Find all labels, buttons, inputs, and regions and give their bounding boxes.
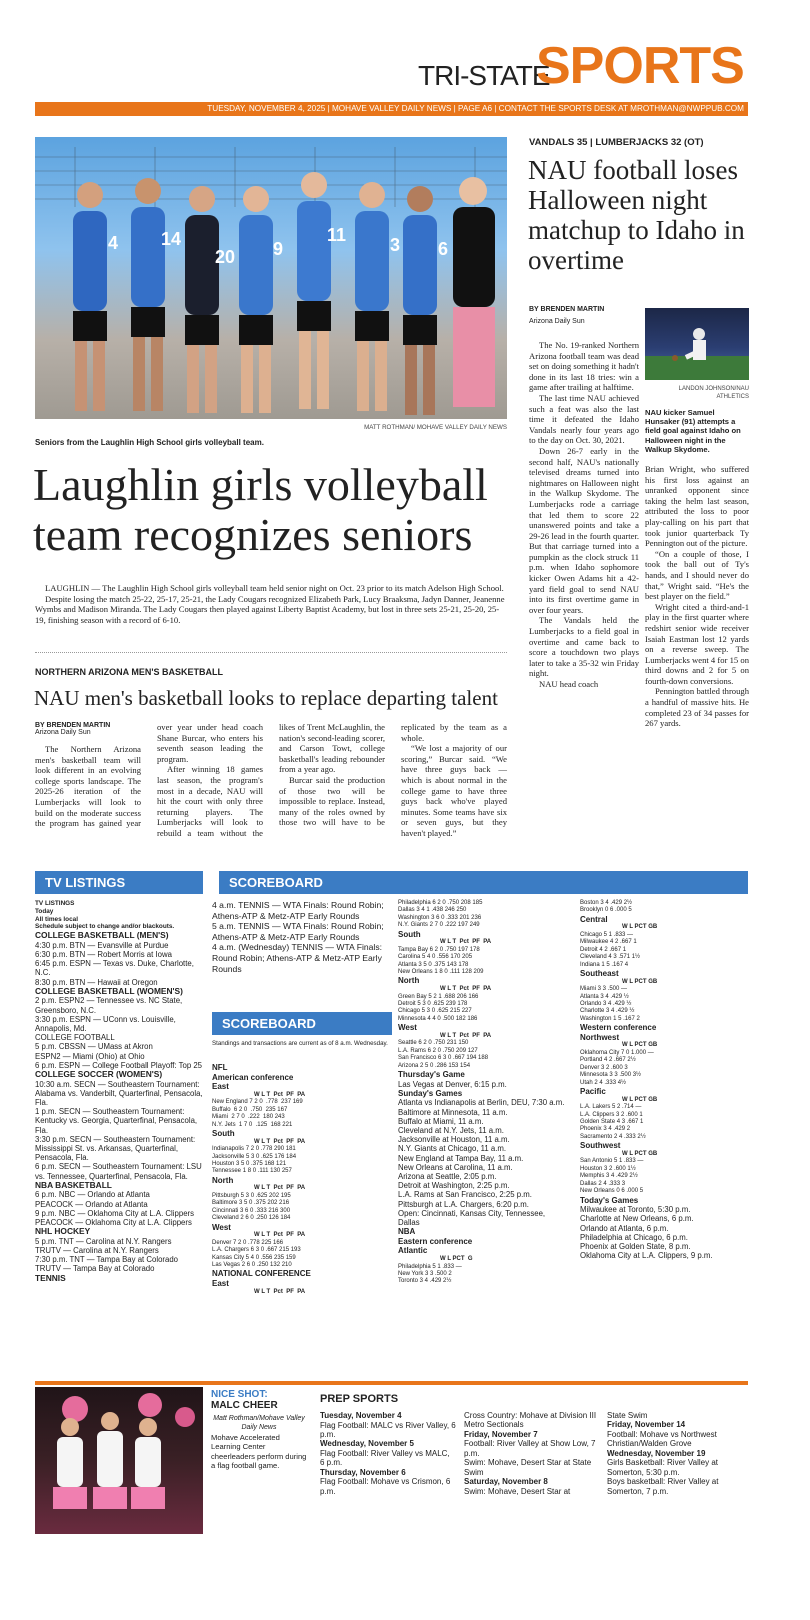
standings-row: San Francisco 6 3 0 .667 194 188 xyxy=(398,1055,489,1062)
standings-row: Cleveland 2 6 0 .250 126 184 xyxy=(212,1215,291,1222)
prep-column xyxy=(320,1411,456,1496)
standings-header: W L T Pct PF PA xyxy=(254,1232,306,1239)
lead-story xyxy=(35,583,507,625)
scoreboard-banner: SCOREBOARD xyxy=(219,871,748,894)
nau-bb-paragraph: “We lost a majority of our scoring,” Burcar said. “We have three guys back — which is about normal in the college game to have three guys back who've played minutes. Some teams have six or seven guys, but they haven't played.” xyxy=(401,743,507,838)
nau-fb-paragraph: The No. 19-ranked Northern Arizona football team was dead set on doing something it hadn't done in its last 18 tries: win a game after trailing at halftime. xyxy=(529,340,639,393)
standings-row: Las Vegas 2 6 0 .250 132 210 xyxy=(212,1262,292,1269)
prep-date: Saturday, November 8 xyxy=(464,1477,548,1487)
nau-fb-paragraph: Brian Wright, who suffered his first loss against an unranked opponent since taking the helm last season, attributed the loss to poor play-calling on his part that took junior quarterback Ty Pennington out of the picture. xyxy=(645,464,749,549)
standings-section: Atlantic xyxy=(398,1246,428,1256)
standings-row: L.A. Rams 6 2 0 .750 209 127 xyxy=(398,1047,478,1054)
standings-row: Milwaukee 4 2 .667 1 xyxy=(580,939,637,946)
standings-row: Phoenix 3 4 .429 2 xyxy=(580,1126,631,1133)
prep-date: Wednesday, November 19 xyxy=(607,1448,706,1458)
nau-bb-byline: BY BRENDEN MARTIN xyxy=(35,722,111,729)
standings-row: New Orleans 0 6 .000 5 xyxy=(580,1188,644,1195)
jersey-number: 6 xyxy=(438,239,449,259)
jersey-number: 14 xyxy=(161,229,182,249)
standings-row: N.Y. Jets 1 7 0 .125 168 221 xyxy=(212,1121,293,1128)
standings-section: South xyxy=(398,929,421,939)
standings-row: Kansas City 5 4 0 .556 235 159 xyxy=(212,1254,296,1261)
prep-event: Swim: Mohave, Desert Star at xyxy=(464,1486,571,1496)
nice-shot xyxy=(211,1389,307,1470)
standings-row: N.Y. Giants 2 7 0 .222 197 249 xyxy=(398,922,480,929)
standings-header: W L T Pct PF PA xyxy=(254,1288,306,1295)
tv-listing-line: ESPN2 — Miami (Ohio) at Ohio xyxy=(35,1051,145,1061)
divider xyxy=(35,652,507,653)
standings-section: East xyxy=(212,1082,229,1092)
standings-row: Seattle 6 2 0 .750 231 150 xyxy=(398,1040,469,1047)
masthead xyxy=(418,37,748,95)
standings-row: Indiana 1 5 .167 4 xyxy=(580,961,629,968)
standings-row: Dallas 3 4 1 .438 246 250 xyxy=(398,907,467,914)
date-strip-text: TUESDAY, NOVEMBER 4, 2025 | MOHAVE VALLEY DAILY NEWS | PAGE A6 | CONTACT THE SPORTS DESK AT MROTHMAN@NWPPUB.COM xyxy=(207,104,744,113)
tennis-listings xyxy=(212,900,392,974)
standings-row: Jacksonville 5 3 0 .625 176 184 xyxy=(212,1153,297,1160)
standings-row: New York 3 3 .500 2 xyxy=(398,1271,452,1278)
game-line: Milwaukee at Toronto, 5:30 p.m. xyxy=(580,1205,691,1215)
standings-section: Sunday's Games xyxy=(398,1088,463,1098)
standings-row: Chicago 5 3 0 .625 215 227 xyxy=(398,1008,472,1015)
standings-row: Washington 3 6 0 .333 201 236 xyxy=(398,914,482,921)
standings-section: NATIONAL CONFERENCE xyxy=(212,1269,311,1279)
nau-bb-story xyxy=(35,722,507,864)
lead-photo-caption: Seniors from the Laughlin High School girls volleyball team. xyxy=(35,438,264,447)
standings-section: Pacific xyxy=(580,1087,606,1097)
standings-row: Philadelphia 5 1 .833 — xyxy=(398,1263,462,1270)
lead-headline: Laughlin girls volleyball team recognizes seniors xyxy=(33,459,488,560)
standings-header: W L T Pct PF PA xyxy=(254,1138,306,1145)
jersey-number: 9 xyxy=(273,239,284,259)
standings-header: W L T Pct PF PA xyxy=(254,1091,306,1098)
tv-section-heading: COLLEGE SOCCER (WOMEN'S) xyxy=(35,1069,163,1080)
tv-listing-line: 6:30 p.m. BTN — Robert Morris at Iowa xyxy=(35,949,172,959)
tv-listing-line: Today xyxy=(35,907,54,915)
standings-section: Today's Games xyxy=(580,1195,639,1205)
standings-row: Denver 3 2 .600 3 xyxy=(580,1064,628,1071)
tv-listing-line: 5 p.m. TNT — Carolina at N.Y. Rangers xyxy=(35,1236,172,1246)
standings-header: W L PCT GB xyxy=(622,1150,658,1157)
nau-bb-paragraph: Burcar said the production of those two will be impossible to replace. Instead, many of the roles owned by those two will have to be replicated by the team as a whole. xyxy=(279,722,507,828)
standings-row: Arizona 2 5 0 .286 153 154 xyxy=(398,1062,471,1069)
prep-event: Swim: Mohave, Desert Star at State Swim xyxy=(464,1458,592,1477)
prep-date: Friday, November 7 xyxy=(464,1429,538,1439)
nba-standings xyxy=(580,900,748,1260)
standings-row: Chicago 5 1 .833 — xyxy=(580,932,634,938)
tv-listing-line: 6 p.m. ESPN — College Football Playoff: Top 25 xyxy=(35,1060,203,1070)
prep-column xyxy=(464,1411,600,1496)
standings-row: Golden State 4 3 .667 1 xyxy=(580,1119,644,1126)
standings-section: NBA xyxy=(398,1227,416,1237)
prep-event: Cross Country: Mohave at Division III Metro Sectionals xyxy=(464,1411,597,1430)
standings-row: Carolina 5 4 0 .556 170 205 xyxy=(398,954,473,961)
standings-row: Miami 2 7 0 .222 180 243 xyxy=(212,1114,285,1121)
masthead-tri-state: TRI-STATE xyxy=(418,60,550,91)
tv-listing-line: All times local xyxy=(35,915,78,923)
tv-listing-line: 6 p.m. NBC — Orlando at Atlanta xyxy=(35,1190,150,1200)
nice-shot-text: Mohave Accelerated Learning Center cheerleaders perform during a flag football game. xyxy=(211,1433,307,1470)
standings-row: Sacramento 2 4 .333 2½ xyxy=(580,1133,646,1140)
nau-fb-paragraph: Wright cited a third-and-1 play in the first quarter where redshirt senior wide receiver Isaiah Eastman lost 12 yards on a reverse sweep. The Lumberjacks went 4 for 15 on third downs and 2 for 5 on fourth-down conversions. xyxy=(645,601,749,686)
tv-listing-line: 8:30 p.m. BTN — Hawaii at Oregon xyxy=(35,977,158,987)
tv-listings-header: TV LISTINGS xyxy=(35,871,203,894)
tv-listing-line: 4:30 p.m. BTN — Evansville at Purdue xyxy=(35,940,169,950)
nau-fb-paragraph: The Vandals held the Lumberjacks to a field goal in overtime and came back to score a touchdown two plays later to take a 35-32 win Friday night. xyxy=(529,615,639,679)
standings-note: Standings and transactions are current as of 8 a.m. Wednesday. xyxy=(212,1040,388,1047)
tv-section-heading: NHL HOCKEY xyxy=(35,1226,91,1237)
cheer-photo xyxy=(35,1387,203,1534)
tennis-line: 5 a.m. TENNIS — WTA Finals: Round Robin; Athens-ATP & Metz-ATP Early Rounds xyxy=(212,921,384,942)
prep-event: Football: River Valley at Show Low, 7 p.m. xyxy=(464,1439,596,1458)
lead-paragraph: Despite losing the match 25-22, 25-17, 25-21, the Lady Cougars recognized Elizabeth Park, Lucy Braaksma, Jadyn Danner, Jeanenne Wymbs and Madison Miranda. The Lady Cougars then played against Liberty Baptist Academy, but lost in three sets 25-21, 25-20, 25-19, finishing season with a record of 6-10. xyxy=(35,593,505,625)
volleyball-team-photo xyxy=(35,137,507,419)
standings-header: W L PCT GB xyxy=(622,924,658,931)
prep-event: Flag Football: MALC vs River Valley, 6 p.m. xyxy=(320,1420,456,1439)
standings-row: Orlando 3 4 .429 ½ xyxy=(580,1001,632,1008)
standings-row: Tennessee 1 8 0 .111 130 257 xyxy=(212,1168,292,1175)
standings-section: North xyxy=(398,976,420,986)
game-line: L.A. Rams at San Francisco, 2:25 p.m. xyxy=(398,1190,532,1200)
game-line: Cleveland at N.Y. Jets, 11 a.m. xyxy=(398,1126,504,1136)
standings-row: Washington 1 5 .167 2 xyxy=(580,1015,640,1022)
prep-date: Wednesday, November 5 xyxy=(320,1439,414,1449)
nau-fb-col2 xyxy=(645,464,749,729)
tv-listing-line: 7:30 p.m. TNT — Tampa Bay at Colorado xyxy=(35,1255,179,1265)
nau-fb-photo-credit: LANDON JOHNSON/NAU ATHLETICS xyxy=(678,386,749,400)
standings-header: W L PCT GB xyxy=(622,978,658,985)
standings-row: New England 7 2 0 .778 237 169 xyxy=(212,1099,303,1106)
standings-row: Green Bay 5 2 1 .688 206 166 xyxy=(398,993,479,1000)
game-line: Philadelphia at Chicago, 6 p.m. xyxy=(580,1232,688,1242)
nau-fb-source: Arizona Daily Sun xyxy=(529,318,585,325)
prep-event: Girls Basketball: River Valley at Somerton, 5:30 p.m. xyxy=(607,1458,718,1477)
tv-listing-line: TRUTV — Tampa Bay at Colorado xyxy=(35,1264,155,1274)
game-line: New England at Tampa Bay, 11 a.m. xyxy=(398,1153,524,1163)
tv-listing-line: 6 p.m. SECN — Southeastern Tournament: LSU vs. Tennessee, Quarterfinal, Pensacola, Fla. xyxy=(35,1162,202,1181)
standings-section: NFL xyxy=(212,1063,228,1072)
prep-date: Tuesday, November 4 xyxy=(320,1411,402,1420)
nfl-standings xyxy=(212,1063,392,1296)
standings-row: Atlanta 3 4 .429 ½ xyxy=(580,993,629,1000)
tv-listing-line: PEACOCK — Orlando at Atlanta xyxy=(35,1199,148,1209)
standings-header: W L PCT GB xyxy=(622,1042,658,1049)
standings-row: Minnesota 4 4 0 .500 182 186 xyxy=(398,1015,478,1022)
standings-row: L.A. Clippers 3 2 .600 1 xyxy=(580,1111,643,1118)
game-line: Las Vegas at Denver, 6:15 p.m. xyxy=(398,1079,507,1089)
date-strip xyxy=(35,102,748,116)
game-line: Phoenix at Golden State, 8 p.m. xyxy=(580,1241,691,1251)
standings-section: West xyxy=(398,1023,417,1033)
volleyball-team-photo-art xyxy=(35,137,507,419)
standings-header: W L PCT GB xyxy=(622,1096,658,1103)
nau-fb-paragraph: Pennington battled through a handful of massive hits. He completed 23 of 34 passes for 267 yards. xyxy=(645,686,749,729)
nau-bb-headline: NAU men's basketball looks to replace departing talent xyxy=(34,686,498,710)
nau-fb-kicker: VANDALS 35 | LUMBERJACKS 32 (OT) xyxy=(529,137,704,148)
standings-section: Southeast xyxy=(580,969,619,979)
tv-section-heading: COLLEGE BASKETBALL (MEN'S) xyxy=(35,930,169,941)
cheer-photo-art xyxy=(35,1387,203,1534)
standings-row: San Antonio 5 1 .833 — xyxy=(580,1158,644,1165)
scoreboard-header: SCOREBOARD xyxy=(212,1012,392,1035)
bottom-rule xyxy=(35,1381,748,1385)
standings-row: Tampa Bay 6 2 0 .750 197 178 xyxy=(398,946,480,953)
jersey-number: 20 xyxy=(215,247,236,267)
prep-event: Flag Football: River Valley vs MALC, 6 p.m. xyxy=(320,1449,450,1468)
game-line: Jacksonville at Houston, 11 a.m. xyxy=(398,1135,510,1145)
standings-row: Atlanta 3 5 0 .375 143 178 xyxy=(398,961,469,968)
game-line: Atlanta vs Indianapolis at Berlin, DEU, 7:30 a.m. xyxy=(398,1098,565,1108)
nau-fb-col1 xyxy=(529,340,639,690)
tv-listings xyxy=(35,900,203,1400)
tv-listing-line: 6:45 p.m. ESPN — Texas vs. Duke, Charlotte, N.C. xyxy=(35,959,194,978)
standings-section: Thursday's Game xyxy=(398,1070,465,1080)
tennis-line: 4 a.m. TENNIS — WTA Finals: Round Robin; Athens-ATP & Metz-ATP Early Rounds xyxy=(212,900,384,921)
nice-shot-title: MALC CHEER xyxy=(211,1400,278,1411)
prep-date: Friday, November 14 xyxy=(607,1420,686,1430)
standings-row: Detroit 5 3 0 .625 239 178 xyxy=(398,1001,468,1008)
game-line: Baltimore at Minnesota, 11 a.m. xyxy=(398,1107,508,1117)
nau-bb-paragraph: After winning 18 games last season, the program's most in a decade, NAU will hit the court with only three returning players. The Lumberjacks will look to rebuild a team without the likes of Trent McLaughlin, the nation's second-leading scorer, and Carson Towt, college basketball's leading rebounder from a year ago. xyxy=(157,722,385,838)
standings-row: Cincinnati 3 6 0 .333 216 300 xyxy=(212,1207,291,1214)
game-line: Detroit at Washington, 2:25 p.m. xyxy=(398,1181,510,1191)
standings-row: Cleveland 4 3 .571 1½ xyxy=(580,954,641,961)
nau-kicker-photo-art xyxy=(645,308,749,380)
standings-row: Detroit 4 2 .667 1 xyxy=(580,946,627,953)
game-line: New Orleans at Carolina, 11 a.m. xyxy=(398,1162,513,1172)
game-line: Pittsburgh at L.A. Chargers, 6:20 p.m. xyxy=(398,1199,529,1209)
game-line: Buffalo at Miami, 11 a.m. xyxy=(398,1116,484,1126)
nice-shot-kicker: NICE SHOT: xyxy=(211,1389,268,1400)
standings-header: W L T Pct PF PA xyxy=(440,986,492,993)
standings-row: Oklahoma City 7 0 1.000 — xyxy=(580,1050,654,1057)
standings-row: Miami 3 3 .500 — xyxy=(580,986,628,993)
nau-bb-kicker: NORTHERN ARIZONA MEN'S BASKETBALL xyxy=(35,667,223,677)
nau-fb-headline: NAU football loses Halloween night matchup to Idaho in overtime xyxy=(528,155,745,275)
game-line: Oklahoma City at L.A. Clippers, 9 p.m. xyxy=(580,1251,713,1261)
tv-listing-line: PEACOCK — Oklahoma City at L.A. Clippers xyxy=(35,1218,192,1228)
standings-section: Central xyxy=(580,914,608,924)
tv-listing-line: 10:30 a.m. SECN — Southeastern Tournament: Alabama vs. Vanderbilt, Quarterfinal, Pensacola, Fla. xyxy=(35,1079,203,1108)
tv-listing-line: 9 p.m. NBC — Oklahoma City at L.A. Clippers xyxy=(35,1208,195,1218)
standings-row: Buffalo 6 2 0 .750 235 167 xyxy=(212,1106,288,1113)
tv-listing-line: 3:30 p.m. ESPN — UConn vs. Louisville, Annapolis, Md. xyxy=(35,1014,176,1033)
standings-row: Philadelphia 6 2 0 .750 208 185 xyxy=(398,900,483,906)
prep-sports-header: PREP SPORTS xyxy=(320,1393,399,1405)
standings-row: Memphis 3 4 .429 2½ xyxy=(580,1173,638,1180)
standings-row: Denver 7 2 0 .778 225 166 xyxy=(212,1239,284,1246)
nice-shot-credit: Matt Rothman/Mohave Valley Daily News xyxy=(213,1415,305,1431)
standings-row: Boston 3 4 .429 2½ xyxy=(580,900,633,906)
prep-event: Boys basketball: River Valley at Somerton, 7 p.m. xyxy=(607,1477,719,1496)
standings-row: Toronto 3 4 .429 2½ xyxy=(398,1278,452,1285)
prep-date: Thursday, November 6 xyxy=(320,1467,406,1477)
game-line: Orlando at Atlanta, 6 p.m. xyxy=(580,1223,669,1233)
tv-listing-line: TRUTV — Carolina at N.Y. Rangers xyxy=(35,1246,159,1256)
tv-listing-line: COLLEGE FOOTBALL xyxy=(35,1033,115,1043)
standings-section: East xyxy=(212,1279,229,1289)
nau-bb-paragraph: The Northern Arizona men's basketball team will look different in an evolving college sports landscape. The 2025-26 iteration of the Lumberjacks will look to build on the moderate success the program has gained year over year under head coach Shane Burcar, who enters his seventh season leading the program. xyxy=(35,722,263,829)
nau-fb-paragraph: Down 26-7 early in the second half, NAU's nationally televised dreams turned into nightmares on Halloween night in the Walkup Skydome. The Lumberjacks rode a carriage that led them to score 22 unanswered points and take a 29-26 lead in the fourth quarter. But that carriage turned into a pumpkin as the clock struck 11 p.m. when Idaho sophomore kicker Owen Adams hit a 42-yard field goal to send NAU into its first overtime game in over four years. xyxy=(529,445,639,615)
standings-row: Dallas 2 4 .333 3 xyxy=(580,1180,626,1187)
standings-header: W L T Pct PF PA xyxy=(254,1185,306,1192)
tv-section-heading: TENNIS xyxy=(35,1272,66,1283)
nau-fb-photo-caption: NAU kicker Samuel Hunsaker (91) attempts a field goal against Idaho on Halloween night in the Walkup Skydome. xyxy=(645,408,741,454)
nfl-standings-cont xyxy=(398,900,568,1286)
standings-row: Brooklyn 0 6 .000 5 xyxy=(580,907,632,914)
standings-section: North xyxy=(212,1175,234,1185)
tv-listing-line: 3:30 p.m. SECN — Southeastern Tournament: Mississippi St. vs. Arkansas, Quarterfinal, Pensacola, Fla. xyxy=(35,1134,196,1163)
nau-fb-paragraph: “On a couple of those, I took the ball out of Ty's hands, and I should never do that,” Wright said. “He's the best player on the field.” xyxy=(645,548,749,602)
game-line: Arizona at Seattle, 2:05 p.m. xyxy=(398,1172,497,1182)
standings-section: West xyxy=(212,1222,231,1232)
lead-paragraph: LAUGHLIN — The Laughlin High School girls volleyball team held senior night on Oct. 23 prior to its match Adelson High School. xyxy=(45,583,504,593)
prep-event: Football: Mohave vs Northwest Christian/Walden Grove xyxy=(607,1430,717,1449)
standings-section: South xyxy=(212,1129,235,1138)
tv-listing-line: 1 p.m. SECN — Southeastern Tournament: Kentucky vs. Georgia, Quarterfinal, Pensacola, Fla. xyxy=(35,1107,198,1135)
tv-section-heading: NBA BASKETBALL xyxy=(35,1179,112,1190)
standings-row: L.A. Chargers 6 3 0 .667 215 193 xyxy=(212,1247,301,1254)
standings-row: Houston 3 2 .600 1½ xyxy=(580,1165,636,1172)
game-line: Charlotte at New Orleans, 6 p.m. xyxy=(580,1214,694,1224)
jersey-number: 4 xyxy=(108,233,119,253)
standings-section: Southwest xyxy=(580,1141,621,1151)
standings-row: Minnesota 3 3 .500 3½ xyxy=(580,1072,642,1079)
standings-section: Western conference xyxy=(580,1023,657,1033)
standings-row: Charlotte 3 4 .429 ½ xyxy=(580,1008,635,1015)
prep-column xyxy=(607,1411,748,1496)
lead-photo-credit: MATT ROTHMAN/ MOHAVE VALLEY DAILY NEWS xyxy=(364,424,507,431)
standings-header: W L PCT G xyxy=(440,1256,473,1263)
prep-event: State Swim xyxy=(607,1411,648,1420)
nau-fb-paragraph: The last time NAU achieved such a feat was also the last time it defeated the Idaho Vandals nearly four years ago to the day on Oct. 30, 2021. xyxy=(529,392,639,446)
game-line: Open: Cincinnati, Kansas City, Tennessee, Dallas xyxy=(398,1208,546,1228)
jersey-number: 3 xyxy=(390,235,401,255)
nau-bb-source: Arizona Daily Sun xyxy=(35,729,91,736)
standings-header: W L T Pct PF PA xyxy=(440,939,492,946)
jersey-number: 11 xyxy=(327,225,347,245)
tv-section-heading: COLLEGE BASKETBALL (WOMEN'S) xyxy=(35,985,183,996)
standings-row: Baltimore 3 5 0 .375 202 216 xyxy=(212,1200,290,1207)
masthead-sports: SPORTS xyxy=(536,37,744,95)
standings-row: Pittsburgh 5 3 0 .625 202 195 xyxy=(212,1193,291,1199)
tv-listing-line: 5 p.m. CBSSN — UMass at Akron xyxy=(35,1042,153,1052)
standings-row: Indianapolis 7 2 0 .778 290 181 xyxy=(212,1146,296,1153)
standings-section: Northwest xyxy=(580,1032,620,1042)
standings-row: Portland 4 2 .667 2½ xyxy=(580,1057,636,1064)
game-line: N.Y. Giants at Chicago, 11 a.m. xyxy=(398,1144,507,1154)
standings-row: New Orleans 1 8 0 .111 128 209 xyxy=(398,969,484,976)
tennis-line: 4 a.m. (Wednesday) TENNIS — WTA Finals: Round Robin; Athens-ATP & Metz-ATP Early Rounds xyxy=(212,942,383,974)
standings-section: Eastern conference xyxy=(398,1236,473,1246)
standings-row: L.A. Lakers 5 2 .714 — xyxy=(580,1104,642,1111)
nau-fb-byline: BY BRENDEN MARTIN xyxy=(529,306,605,313)
standings-header: W L T Pct PF PA xyxy=(440,1032,492,1039)
nau-fb-paragraph: NAU head coach xyxy=(539,679,599,689)
tv-listing-line: Schedule subject to change and/or blackouts. xyxy=(35,923,175,931)
tv-listing-line: TV LISTINGS xyxy=(35,900,75,907)
standings-row: Utah 2 4 .333 4½ xyxy=(580,1079,627,1086)
prep-event: Flag Football: Mohave vs Crismon, 6 p.m. xyxy=(320,1477,451,1496)
standings-section: American conference xyxy=(212,1072,294,1082)
standings-row: Houston 3 5 0 .375 168 121 xyxy=(212,1161,287,1167)
tv-listing-line: 2 p.m. ESPN2 — Tennessee vs. NC State, Greensboro, N.C. xyxy=(35,996,183,1015)
nau-kicker-photo xyxy=(645,308,749,380)
